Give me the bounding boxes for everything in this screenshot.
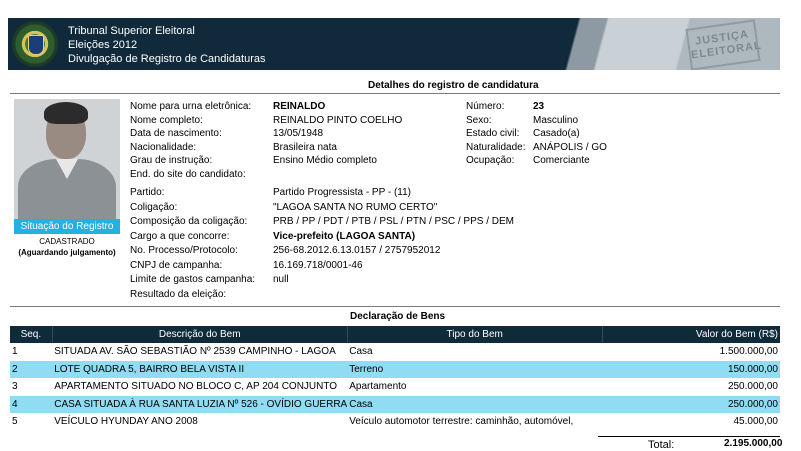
- assets-table-header: [10, 326, 780, 343]
- assets-divider: [10, 306, 780, 307]
- asset-description: LOTE QUADRA 5, BAIRRO BELA VISTA II: [52, 361, 347, 379]
- header-court-name: Tribunal Superior Eleitoral: [68, 25, 195, 37]
- field-label-office: Cargo a que concorre:: [130, 230, 230, 242]
- details-divider: [10, 93, 780, 94]
- asset-seq: 4: [10, 396, 52, 414]
- field-label-marital-status: Estado civil:: [466, 128, 520, 139]
- field-value-full-name: REINALDO PINTO COELHO: [273, 114, 403, 126]
- field-value-sex: Masculino: [533, 114, 579, 126]
- table-row: [10, 343, 780, 361]
- asset-type: Veículo automotor terrestre: caminhão, automóvel,: [349, 416, 574, 428]
- table-row: [10, 361, 780, 379]
- coat-of-arms-icon: [12, 21, 58, 67]
- assets-table: [10, 326, 780, 431]
- field-label-birth-date: Data de nascimento:: [130, 128, 222, 139]
- field-label-number: Número:: [466, 101, 505, 112]
- column-header-value[interactable]: Valor do Bem (R$): [602, 326, 780, 343]
- field-label-sex: Sexo:: [466, 114, 492, 126]
- field-value-number: 23: [533, 101, 545, 112]
- field-label-nationality: Nacionalidade:: [130, 141, 197, 153]
- asset-description: SITUADA AV. SÃO SEBASTIÃO Nº 2539 CAMPINHO - LAGOA: [54, 346, 336, 358]
- header-text: [68, 24, 266, 66]
- field-label-campaign-cnpj: CNPJ de campanha:: [130, 259, 223, 271]
- field-value-office: Vice-prefeito (LAGOA SANTA): [273, 230, 416, 242]
- field-label-spending-limit: Limite de gastos campanha:: [130, 274, 256, 285]
- asset-type: Casa: [349, 346, 373, 358]
- field-label-education: Grau de instrução:: [130, 155, 213, 166]
- field-value-spending-limit: null: [273, 274, 289, 285]
- asset-seq: 1: [12, 346, 18, 358]
- asset-value: 150.000,00: [602, 361, 780, 379]
- candidate-photo: [14, 99, 120, 219]
- asset-type: Terreno: [347, 361, 602, 379]
- registration-status-detail: (Aguardando julgamento): [18, 248, 116, 257]
- asset-type: Casa: [347, 396, 602, 414]
- asset-seq: 5: [12, 416, 18, 428]
- column-header-type[interactable]: Tipo do Bem: [347, 326, 602, 343]
- field-value-process-number: 256-68.2012.6.13.0157 / 2757952012: [273, 245, 441, 256]
- header-subtitle: Divulgação de Registro de Candidaturas: [68, 53, 266, 65]
- asset-description: VEÍCULO HYUNDAY ANO 2008: [54, 416, 198, 428]
- field-label-coalition-composition: Composição da coligação:: [130, 216, 248, 227]
- field-value-campaign-cnpj: 16.169.718/0001-46: [273, 259, 363, 271]
- header-banner-image: [560, 18, 780, 70]
- field-value-party: Partido Progressista - PP - (11): [273, 187, 412, 198]
- field-label-full-name: Nome completo:: [130, 114, 203, 126]
- registration-status-label: Situação do Registro: [14, 219, 120, 234]
- site-header: [8, 18, 780, 70]
- field-label-coalition: Coligação:: [130, 201, 178, 213]
- field-label-party: Partido:: [130, 187, 165, 198]
- field-value-education: Ensino Médio completo: [273, 155, 377, 166]
- field-value-birthplace: ANÁPOLIS / GO: [533, 141, 607, 153]
- field-value-coalition-composition: PRB / PP / PDT / PTB / PSL / PTN / PSC / PPS / DEM: [273, 216, 514, 227]
- justica-eleitoral-sign: JUSTIÇA ELEITORAL: [685, 19, 760, 70]
- field-label-birthplace: Naturalidade:: [466, 141, 526, 153]
- field-label-election-result: Resultado da eleição:: [130, 288, 227, 300]
- asset-value: 1.500.000,00: [719, 346, 778, 358]
- header-election: Eleições 2012: [68, 39, 138, 51]
- field-value-nationality: Brasileira nata: [273, 141, 337, 153]
- table-row: [10, 396, 780, 414]
- asset-value: 45.000,00: [733, 416, 778, 428]
- field-value-ballot-name: REINALDO: [273, 101, 326, 112]
- field-label-ballot-name: Nome para urna eletrônica:: [130, 101, 252, 112]
- total-value: 2.195.000,00: [724, 438, 783, 449]
- details-title: Detalhes do registro de candidatura: [368, 80, 539, 91]
- field-value-birth-date: 13/05/1948: [273, 128, 324, 139]
- asset-value: 250.000,00: [727, 381, 778, 393]
- field-label-website: End. do site do candidato:: [130, 168, 246, 180]
- column-header-seq[interactable]: Seq.: [10, 326, 52, 343]
- asset-description: CASA SITUADA À RUA SANTA LUZIA Nº 526 - OVÍDIO GUERRA: [52, 396, 347, 414]
- asset-value: 250.000,00: [602, 396, 780, 414]
- field-value-coalition: "LAGOA SANTA NO RUMO CERTO": [273, 201, 438, 213]
- column-header-description[interactable]: Descrição do Bem: [52, 326, 347, 343]
- asset-description: APARTAMENTO SITUADO NO BLOCO C, AP 204 CONJUNTO: [54, 381, 338, 393]
- asset-seq: 3: [12, 381, 18, 393]
- table-row: [10, 378, 780, 396]
- assets-title: Declaração de Bens: [350, 311, 446, 322]
- total-label: Total:: [648, 439, 675, 451]
- field-label-occupation: Ocupação:: [466, 155, 515, 166]
- total-divider: [598, 436, 780, 437]
- asset-type: Apartamento: [349, 381, 407, 393]
- field-label-process-number: No. Processo/Protocolo:: [130, 245, 238, 256]
- asset-seq: 2: [10, 361, 52, 379]
- registration-status: CADASTRADO: [39, 237, 95, 246]
- table-row: [10, 413, 780, 431]
- field-value-marital-status: Casado(a): [533, 128, 580, 139]
- field-value-occupation: Comerciante: [533, 155, 590, 166]
